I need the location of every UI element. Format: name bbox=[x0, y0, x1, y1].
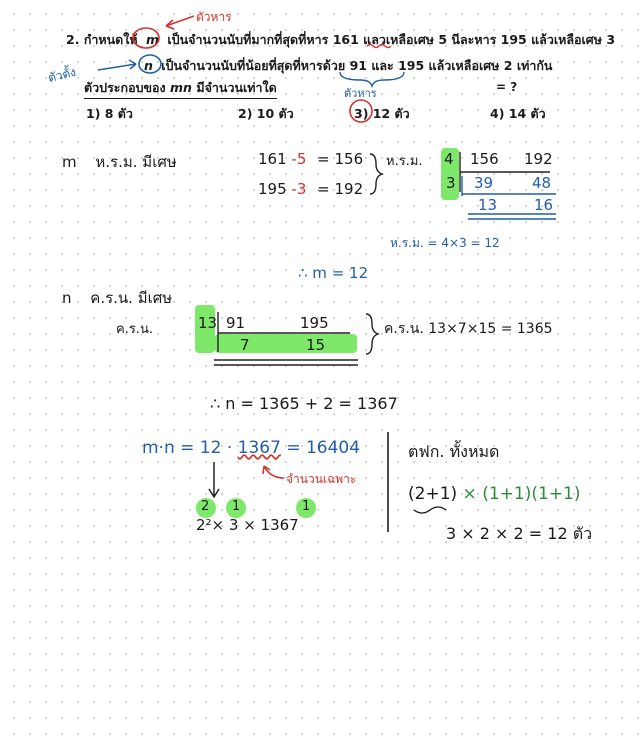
eq2-remainder: -3 bbox=[291, 180, 307, 198]
m-conclusion: ∴ m = 12 bbox=[298, 264, 369, 282]
m-div-3: 3 bbox=[446, 174, 456, 192]
var-n: n bbox=[144, 58, 153, 73]
n-div-15: 15 bbox=[306, 336, 326, 354]
choice-1: 1) 8 ตัว bbox=[86, 106, 133, 121]
brace-n bbox=[366, 314, 378, 354]
question-text-3b: มีจำนวนเท่าใด bbox=[196, 80, 277, 95]
brace-divisors bbox=[340, 72, 404, 86]
var-mn: mn bbox=[170, 80, 192, 95]
factor-title: ตฟก. ทั้งหมด bbox=[408, 442, 500, 461]
question-marks: = ? bbox=[496, 80, 518, 94]
circle-answer bbox=[350, 100, 372, 122]
divisor-annotation-2: ตัวหาร bbox=[344, 87, 377, 100]
question-text-2b: เป็นจำนวนนับที่น้อยที่สุดที่หารด้วย 91 และ 195 แล้วเหลือเศษ 2 เท่ากัน bbox=[161, 58, 553, 73]
question-text-3: ตัวประกอบของ bbox=[84, 80, 166, 95]
brace-m bbox=[370, 154, 382, 194]
m-div-16: 16 bbox=[534, 196, 554, 214]
arrow-divisor bbox=[166, 16, 194, 26]
m-div-192: 192 bbox=[524, 150, 553, 168]
m-div-4: 4 bbox=[444, 150, 454, 168]
m-div-39: 39 bbox=[474, 174, 494, 192]
hrm-label: ห.ร.ม. bbox=[386, 154, 423, 169]
mn-part-a: m·n = 12 · bbox=[142, 438, 233, 458]
eq2-num: 195 bbox=[258, 180, 287, 198]
factor-line: 2²× 3 × 1367 bbox=[196, 516, 299, 534]
hrm-result: ห.ร.ม. = 4×3 = 12 bbox=[390, 236, 500, 250]
multiple-annotation: ตัวตั้ง bbox=[46, 64, 78, 86]
squiggle-under-formula bbox=[414, 507, 446, 513]
question-text-1b: เป็นจำนวนนับที่มากที่สุดที่หาร 161 แลวเหลือเศษ 5 นีละหาร 195 แล้วเหลือเศษ 3 bbox=[167, 32, 616, 47]
part-m-label: ห.ร.ม. มีเศษ bbox=[95, 153, 177, 171]
exp-2: 2 bbox=[201, 499, 210, 514]
question-text-1a: กำหนดให้ bbox=[83, 32, 138, 47]
factor-result: 3 × 2 × 2 = 12 ตัว bbox=[446, 524, 593, 543]
m-div-13: 13 bbox=[478, 196, 498, 214]
n-conclusion: ∴ n = 1365 + 2 = 1367 bbox=[210, 394, 398, 413]
crn-calc: ค.ร.น. 13×7×15 = 1365 bbox=[384, 321, 553, 337]
factor-formula-a: (2+1) bbox=[408, 484, 458, 504]
mn-part-1367: 1367 bbox=[237, 438, 281, 458]
choice-4: 4) 14 ตัว bbox=[490, 106, 546, 121]
part-m-var: m bbox=[62, 153, 77, 171]
choice-3: 3) 12 ตัว bbox=[354, 106, 410, 121]
exp-1b: 1 bbox=[302, 499, 311, 514]
m-div-48: 48 bbox=[532, 174, 552, 192]
exp-1: 1 bbox=[232, 499, 241, 514]
mn-part-result: = 16404 bbox=[286, 438, 361, 458]
n-div-91: 91 bbox=[226, 314, 246, 332]
eq1-num: 161 bbox=[258, 150, 287, 168]
m-div-156: 156 bbox=[470, 150, 499, 168]
factor-formula-b: × (1+1)(1+1) bbox=[462, 484, 581, 504]
part-n-var: n bbox=[62, 289, 72, 307]
n-div-195: 195 bbox=[300, 314, 329, 332]
circle-n bbox=[139, 55, 161, 73]
part-n-label: ค.ร.น. มีเศษ bbox=[90, 289, 173, 307]
n-div-7: 7 bbox=[240, 336, 250, 354]
eq2-result: = 192 bbox=[317, 180, 364, 198]
circle-m bbox=[133, 28, 159, 48]
choice-2: 2) 10 ตัว bbox=[238, 106, 294, 121]
divisor-annotation: ตัวหาร bbox=[196, 10, 232, 24]
eq1-result: = 156 bbox=[317, 150, 364, 168]
question-number: 2. bbox=[66, 32, 80, 47]
wavy-underline bbox=[367, 45, 391, 48]
crn-label: ค.ร.น. bbox=[116, 322, 153, 337]
n-div-13: 13 bbox=[198, 314, 218, 332]
var-m: m bbox=[146, 32, 160, 47]
prime-note: จำนวนเฉพาะ bbox=[286, 472, 357, 486]
eq1-remainder: -5 bbox=[291, 150, 307, 168]
